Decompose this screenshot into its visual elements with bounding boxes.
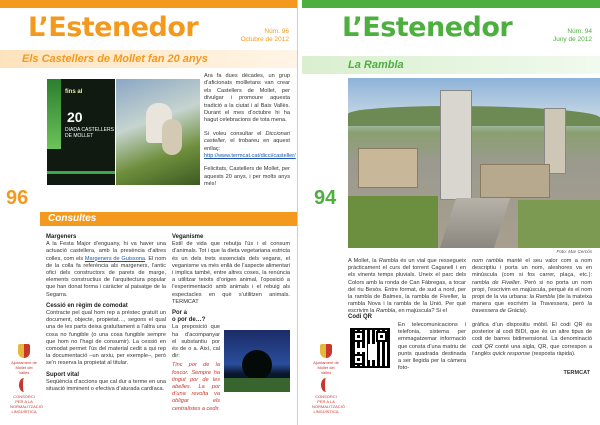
rambla-text-span: A Mollet, la [348,258,379,264]
issue-number: Núm. 94 [567,28,592,35]
top-color-bar [0,0,297,8]
masthead [0,10,297,48]
qr-text-span: (resposta ràpida). [530,350,576,357]
photo-building [358,148,418,188]
masthead [302,10,600,48]
poster-stripe [47,79,61,149]
qr-finder [353,354,364,365]
diada-poster-image [47,79,115,185]
issue-date: Juny de 2012 [552,36,592,43]
logo-caption: Ajuntament de Mollet del Vallès [313,360,339,375]
example-text: Tinc por de la foscor. Sempre ha tingut por de les abelles. La por d’una revolta va obligar els centralistes a cedir. [172,362,220,412]
castellers-photo [116,79,200,185]
entry-text: Contracte pel qual hom rep a préstec gratuït un document, objecte, propietat…, segons el qual una de les parts deixa gratuïtament a l’altra una cosa no fungible (o una cosa fungible sempre que hom no l’hagi de consumir). La cessió en comodat permet l’ús del material cedit a qui rep la documentació –un arxiu, per exemple–, però se’n reserva la propietat al titular. [46,310,166,367]
intro-paragraph-3: Felicitats, Castellers de Mollet, per aquests 20 anys, i per molts anys més! [204,166,290,188]
shield-icon [320,344,332,358]
rambla-italic: Rambla [375,308,396,315]
entry-text: Seqüència d’accions que cal dur a terme en una situació imminent o efectiva d’aturada cardíaca. [46,378,166,393]
headline: Els Castellers de Mollet fan 20 anys [22,53,208,65]
diccionari-link[interactable]: http://www.termcat.cat/dicci/casteller/ [204,153,296,160]
section-title: Consultes [48,213,97,224]
qr-italic: quick response [492,350,531,357]
section-bar [40,212,297,226]
poster-line-3: DIADA CASTELLERS DE MOLLET [65,127,114,139]
rambla-text-span: (de la mateixa manera que escrivim [472,294,592,308]
shield-icon [18,344,30,358]
photo-park [348,196,438,248]
codi-qr-text-1 [398,322,466,374]
masthead-title: L’Estenedor [28,12,199,43]
qr-finder [376,331,387,342]
newsletter-page-94 [302,0,600,425]
photo-tree [242,350,272,380]
qr-text [472,322,592,358]
page-number: 94 [314,187,337,209]
headline-band [302,56,600,74]
qr-code-image [350,328,390,368]
consorci-logo [312,378,345,414]
intro-text-span: Si voleu consultar el [204,130,266,137]
photo-building [480,164,550,198]
codi-qr-text-2 [472,322,592,360]
ajuntament-logo [10,344,38,375]
rambla-column-1 [348,258,466,318]
photo-ground [224,378,290,392]
rambla-italic: rambla de Fiveller [472,279,520,286]
rambla-photo [348,78,600,248]
photo-park [518,200,600,248]
consorci-logo [10,378,43,414]
rambla-text-span: ). [523,308,528,315]
rambla-column-2 [472,258,592,318]
qr-text-span: gràfica d’un dispositiu mòbil. El codi QR és posterior al codi BIDI, que és un altre tipus de codi de barres bidimensional. La denominació [472,322,592,343]
issue-info [553,28,592,44]
entry-text-span: . El nom de la colla fa referència als margeners, l’antic ofici dels constructors de parets de marge, elements constructius de l’arquitectura popular que han donat forma i caràcter al paisatge de la Segarra. [46,255,166,298]
headline-band [0,50,297,68]
entry-heading: Codi QR [348,314,372,320]
issue-date: Octubre de 2012 [240,36,289,43]
issue-info [241,28,289,44]
intro-paragraph-1: Ara fa dues dècades, un grup d’aficionats mollletans van crear els Castellers de Mollet, per divulgar i promoure aquesta tradició a la ciutat i al Baix Vallès. Durant el mes d’octubre hi ha hagut celebracions de tota mena. [204,73,290,124]
consultes-column-1 [46,230,166,395]
logo-caption: Ajuntament de Mollet del Vallès [11,360,37,375]
rambla-text-span: , però [567,301,588,308]
poster-bar [47,171,115,174]
rambla-italic: la Rambla [529,294,555,301]
logo-caption: CONSORCI PER A LA NORMALITZACIÓ LINGÜÍSTICA [312,394,345,414]
rambla-text-span: . Però si no porta un nom propi, l’escrivim en majúscula, perquè és el nom propi de la via urbana: [472,279,592,301]
cpnl-icon [321,378,331,392]
rambla-text-span: manté el seu valor com a nom descriptiu i porta un nom, aleshores va en minúscula (com si fos carrer, plaça, etc.): [472,258,592,279]
rambla-text [348,258,466,316]
cpnl-icon [19,378,29,392]
top-color-bar [302,0,600,8]
photo-tower [440,90,472,200]
rambla-italic: la travessera de Gràcia [472,301,592,315]
photo-figure [162,119,182,155]
entry-heading [172,310,290,324]
intro-text [204,73,296,195]
intro-paragraph-2 [204,130,296,161]
qr-text-span: conté una sigla, QR, que correspon a l’anglès [472,343,592,357]
rambla-italic: Rambla [378,258,399,264]
entry-heading-part: Por a [172,310,188,317]
entry-text: La preposició que ha d’acompanyar el substantiu por és de o a. Així, cal dir: [172,324,220,360]
margeners-link[interactable]: Margeners de Guissona [84,255,146,262]
tree-night-photo [224,330,290,392]
photo-road [440,198,510,248]
entry-heading: Margeners [46,234,77,240]
rambla-text-span: és un vial que ressegueix pràcticament el curs del torrent Caganell i en els vinents temps pluvials. Uneix el parc dels Colors amb la ronda de Can Fàbregas, a tocar del riu Besòs. Entre format, de sud a nord, per la rambla de Balmes, la rambla de Fiveller, la rambla Nova i la rambla de la Unió. Per què escrivim la [348,258,466,315]
masthead-title: L’Estenedor [342,12,513,43]
ajuntament-logo [312,344,340,375]
poster-line-2: 20 [67,109,83,125]
entry-heading: Cessió en règim de comodat [46,302,128,309]
qr-italic: codi QR [472,343,493,350]
logo-caption: CONSORCI PER A LA NORMALITZACIÓ LINGÜÍSTICA [10,394,43,414]
entry-heading-part: o por de…? [172,317,206,324]
rambla-text [472,258,592,316]
photo-caption: Foto: Mar Cercós [556,249,592,254]
termcat-signature: TERMCAT [563,370,590,376]
entry-text: Estil de vida que rebutja l’ús i el consum d’animals. Tot i que la dieta vegetariana estricta és un dels trets essencials dels vegans, el veganisme va més enllà de l’aspecte alimentari i implica també, entre altres coses, la renúncia a utilitzar teixits d’origen animal, l’oposició a l’experimentació amb animals i el rebuig als espectacles en què s’utilitzen animals. TERMCAT [172,241,290,305]
entry-heading: Veganisme [172,234,204,240]
newsletter-page-96 [0,0,298,425]
entry-heading: Suport vital [46,371,80,378]
rambla-italic: la Travessera [531,301,568,308]
diccionari-title: Diccionari casteller [204,130,290,145]
qr-module [356,348,366,352]
page-number: 96 [6,187,29,209]
entry-text-span: A la Festa Major d’enguany, hi va haver una actuació castellera, amb la presència d’altres colles, com els [46,241,166,262]
entry-text [46,241,166,299]
qr-text: En telecomunicacions i telefonia, sistema per emmagatzemar informació que consta d’una matriu de punts quadrada destinada a ser llegida per la càmera foto- [398,322,466,372]
poster-line-1: fins al [65,89,83,95]
rambla-italic: nom rambla [472,258,504,264]
intro-text-span: , el trobareu en aquest enllaç: [204,138,290,152]
headline: La Rambla [348,59,404,71]
issue-number: Núm. 96 [264,28,289,35]
qr-module [368,344,376,360]
codi-qr-heading-block [348,310,408,321]
qr-finder [353,331,364,342]
rambla-text-span: , en majúscula? Si el [395,308,447,315]
